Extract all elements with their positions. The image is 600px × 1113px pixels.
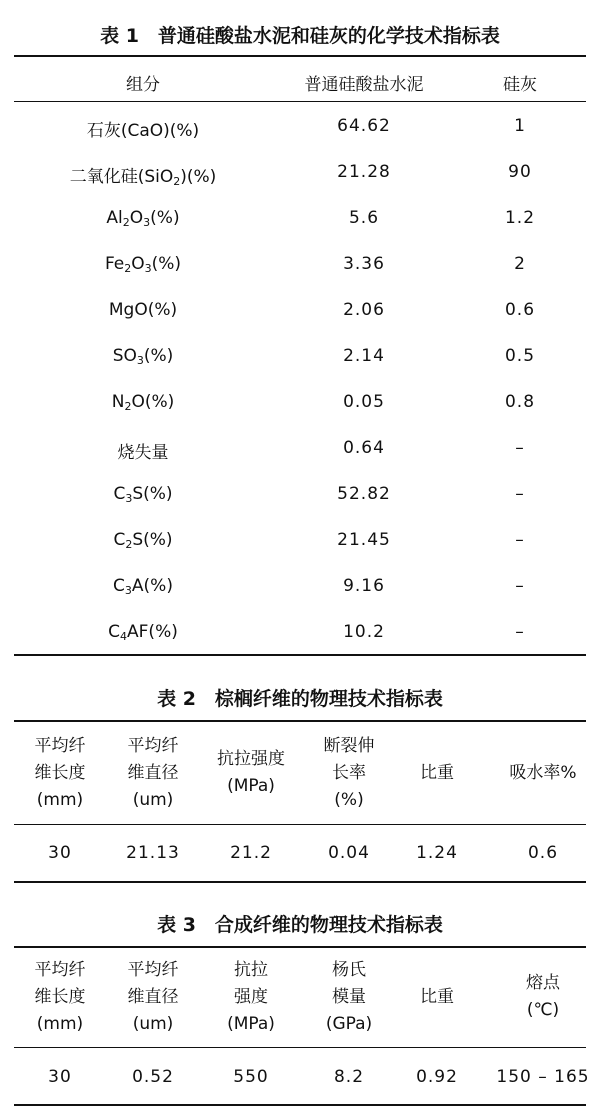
- table2-top-rule: [14, 720, 586, 722]
- table1-title: 表 1 普通硅酸盐水泥和硅灰的化学技术指标表: [100, 25, 500, 47]
- table1-bottom-rule: [14, 654, 586, 656]
- name-part: (%): [151, 254, 182, 274]
- header-line: (MPa): [227, 1013, 275, 1034]
- table2-title: 表 2 棕榈纤维的物理技术指标表: [157, 688, 443, 710]
- subscript: 3: [124, 584, 132, 597]
- header-line: 比重: [420, 986, 454, 1007]
- name-part: (%): [150, 208, 180, 228]
- table1-row-silica-value: 2: [514, 254, 526, 274]
- table3-column-header: [128, 957, 179, 1038]
- header-line: 吸水率%: [509, 762, 577, 783]
- table1-row-silica-value: 90: [508, 162, 532, 182]
- table1-row-cement-value: 9.16: [343, 576, 385, 596]
- table1-row-silica-value: 1: [514, 116, 526, 136]
- header-line: 平均纤: [127, 959, 179, 980]
- subscript: 4: [120, 630, 128, 643]
- name-part: S(%): [132, 484, 173, 504]
- name-part: O: [131, 254, 145, 274]
- table1-row-silica-value: –: [515, 622, 525, 642]
- table1-header-silica-fume: 硅灰: [503, 75, 537, 95]
- table1-row-cement-value: 21.45: [337, 530, 391, 550]
- table2-bottom-rule: [14, 881, 586, 883]
- table1-row-cement-value: 3.36: [343, 254, 385, 274]
- table1-row-component: [113, 530, 172, 550]
- table3-column-header: [326, 957, 372, 1038]
- table3-value-cell: 150 – 165: [496, 1067, 590, 1087]
- table2-column-header: [420, 760, 454, 787]
- name-part: A(%): [131, 576, 173, 596]
- name-part: Fe: [104, 254, 125, 274]
- header-line: 比重: [420, 762, 454, 783]
- table1-header-rule: [14, 101, 586, 102]
- header-line: 熔点: [526, 973, 560, 993]
- header-line: 断裂伸: [323, 735, 375, 756]
- table3-value-cell: 0.52: [132, 1067, 174, 1087]
- header-line: 平均纤: [34, 735, 86, 756]
- name-part: C: [113, 484, 126, 504]
- name-part: 二氧化硅(SiO: [69, 167, 174, 187]
- subscript: 2: [122, 216, 130, 229]
- table1-row-component: [108, 622, 178, 642]
- table1-row-component: [113, 576, 173, 596]
- table2-value-cell: 21.13: [126, 843, 180, 863]
- table1-row-cement-value: 10.2: [343, 622, 385, 642]
- header-line: 平均纤: [34, 959, 86, 980]
- table1-row-cement-value: 2.06: [343, 300, 385, 320]
- subscript: 2: [125, 538, 133, 551]
- name-part: C: [113, 576, 125, 596]
- table2-value-cell: 30: [48, 843, 72, 863]
- table1-row-cement-value: 0.64: [343, 438, 385, 458]
- header-line: (mm): [36, 789, 84, 810]
- header-line: 杨氏: [332, 959, 366, 980]
- table1-row-cement-value: 21.28: [337, 162, 391, 182]
- table3-column-header: [526, 970, 560, 1024]
- table3-column-header: [420, 984, 454, 1011]
- table2-column-header: [128, 733, 179, 814]
- table1-row-cement-value: 5.6: [348, 208, 380, 228]
- table1-row-component: [113, 484, 172, 504]
- table2-column-header: [509, 760, 576, 787]
- table1-row-silica-value: 0.8: [504, 392, 536, 412]
- header-line: 抗拉强度: [217, 749, 285, 769]
- table1-header-component: 组分: [126, 75, 160, 95]
- header-line: 模量: [332, 986, 366, 1007]
- table3-bottom-rule: [14, 1104, 586, 1106]
- subscript: 2: [124, 400, 132, 413]
- table3-title: 表 3 合成纤维的物理技术指标表: [157, 914, 443, 936]
- table2-value-cell: 21.2: [230, 843, 272, 863]
- name-part: (%): [143, 346, 174, 366]
- table1-header-cement: 普通硅酸盐水泥: [304, 75, 424, 95]
- table1-row-cement-value: 0.05: [343, 392, 385, 412]
- header-line: (GPa): [325, 1013, 373, 1034]
- table1-row-component: [112, 392, 175, 412]
- table1-top-rule: [14, 55, 586, 57]
- name-part: O: [129, 208, 144, 228]
- table3-value-cell: 550: [233, 1067, 269, 1087]
- header-line: (℃): [526, 1000, 560, 1020]
- name-part: C: [108, 622, 121, 642]
- name-part: O(%): [131, 392, 175, 412]
- name-part: C: [113, 530, 126, 550]
- header-line: (um): [132, 789, 174, 810]
- table1-row-silica-value: 1.2: [504, 208, 536, 228]
- name-part: AF(%): [127, 622, 178, 642]
- table3-top-rule: [14, 946, 586, 948]
- table2-column-header: [217, 746, 285, 800]
- table1-row-component: [106, 208, 179, 228]
- header-line: 平均纤: [127, 735, 179, 756]
- table2-column-header: [324, 733, 375, 814]
- table2-header-rule: [14, 824, 586, 825]
- table1-row-silica-value: –: [515, 484, 525, 504]
- header-line: 维直径: [127, 986, 179, 1007]
- table1-row-silica-value: –: [515, 576, 525, 596]
- header-line: (um): [132, 1013, 174, 1034]
- table1-row-component: MgO(%): [108, 300, 178, 320]
- name-part: )(%): [180, 167, 217, 187]
- subscript: 3: [136, 354, 144, 367]
- header-line: 维长度: [34, 762, 86, 783]
- table1-row-component: 石灰(CaO)(%): [86, 121, 200, 141]
- table2-value-cell: 0.04: [328, 843, 370, 863]
- table3-column-header: [227, 957, 275, 1038]
- table3-value-cell: 30: [48, 1067, 72, 1087]
- header-line: (%): [334, 789, 364, 810]
- table1-row-component: [105, 254, 181, 274]
- header-line: 强度: [234, 986, 268, 1007]
- table3-header-rule: [14, 1047, 586, 1048]
- header-line: 长率: [332, 762, 366, 783]
- subscript: 2: [124, 262, 132, 275]
- name-part: N: [111, 392, 125, 412]
- table3-column-header: [35, 957, 86, 1038]
- header-line: (MPa): [227, 776, 275, 796]
- table1-row-cement-value: 64.62: [337, 116, 391, 136]
- table1-row-cement-value: 52.82: [337, 484, 391, 504]
- subscript: 2: [173, 175, 181, 188]
- name-part: S(%): [132, 530, 173, 550]
- table1-row-silica-value: –: [515, 530, 525, 550]
- table2-column-header: [35, 733, 86, 814]
- name-part: SO: [112, 346, 137, 366]
- table1-row-component: [70, 162, 217, 187]
- table1-row-component: [113, 346, 174, 366]
- table1-row-silica-value: 0.6: [504, 300, 536, 320]
- header-line: (mm): [36, 1013, 84, 1034]
- header-line: 维直径: [127, 762, 179, 783]
- subscript: 3: [144, 262, 152, 275]
- table1-row-component: 烧失量: [117, 443, 169, 463]
- table1-row-silica-value: 0.5: [504, 346, 536, 366]
- table3-value-cell: 8.2: [333, 1067, 365, 1087]
- subscript: 3: [125, 492, 133, 505]
- table2-value-cell: 0.6: [527, 843, 559, 863]
- table1-row-cement-value: 2.14: [343, 346, 385, 366]
- subscript: 3: [143, 216, 151, 229]
- table1-row-silica-value: –: [515, 438, 525, 458]
- header-line: 抗拉: [234, 959, 268, 980]
- header-line: 维长度: [34, 986, 86, 1007]
- table3-value-cell: 0.92: [416, 1067, 458, 1087]
- table2-value-cell: 1.24: [416, 843, 458, 863]
- name-part: Al: [106, 208, 123, 228]
